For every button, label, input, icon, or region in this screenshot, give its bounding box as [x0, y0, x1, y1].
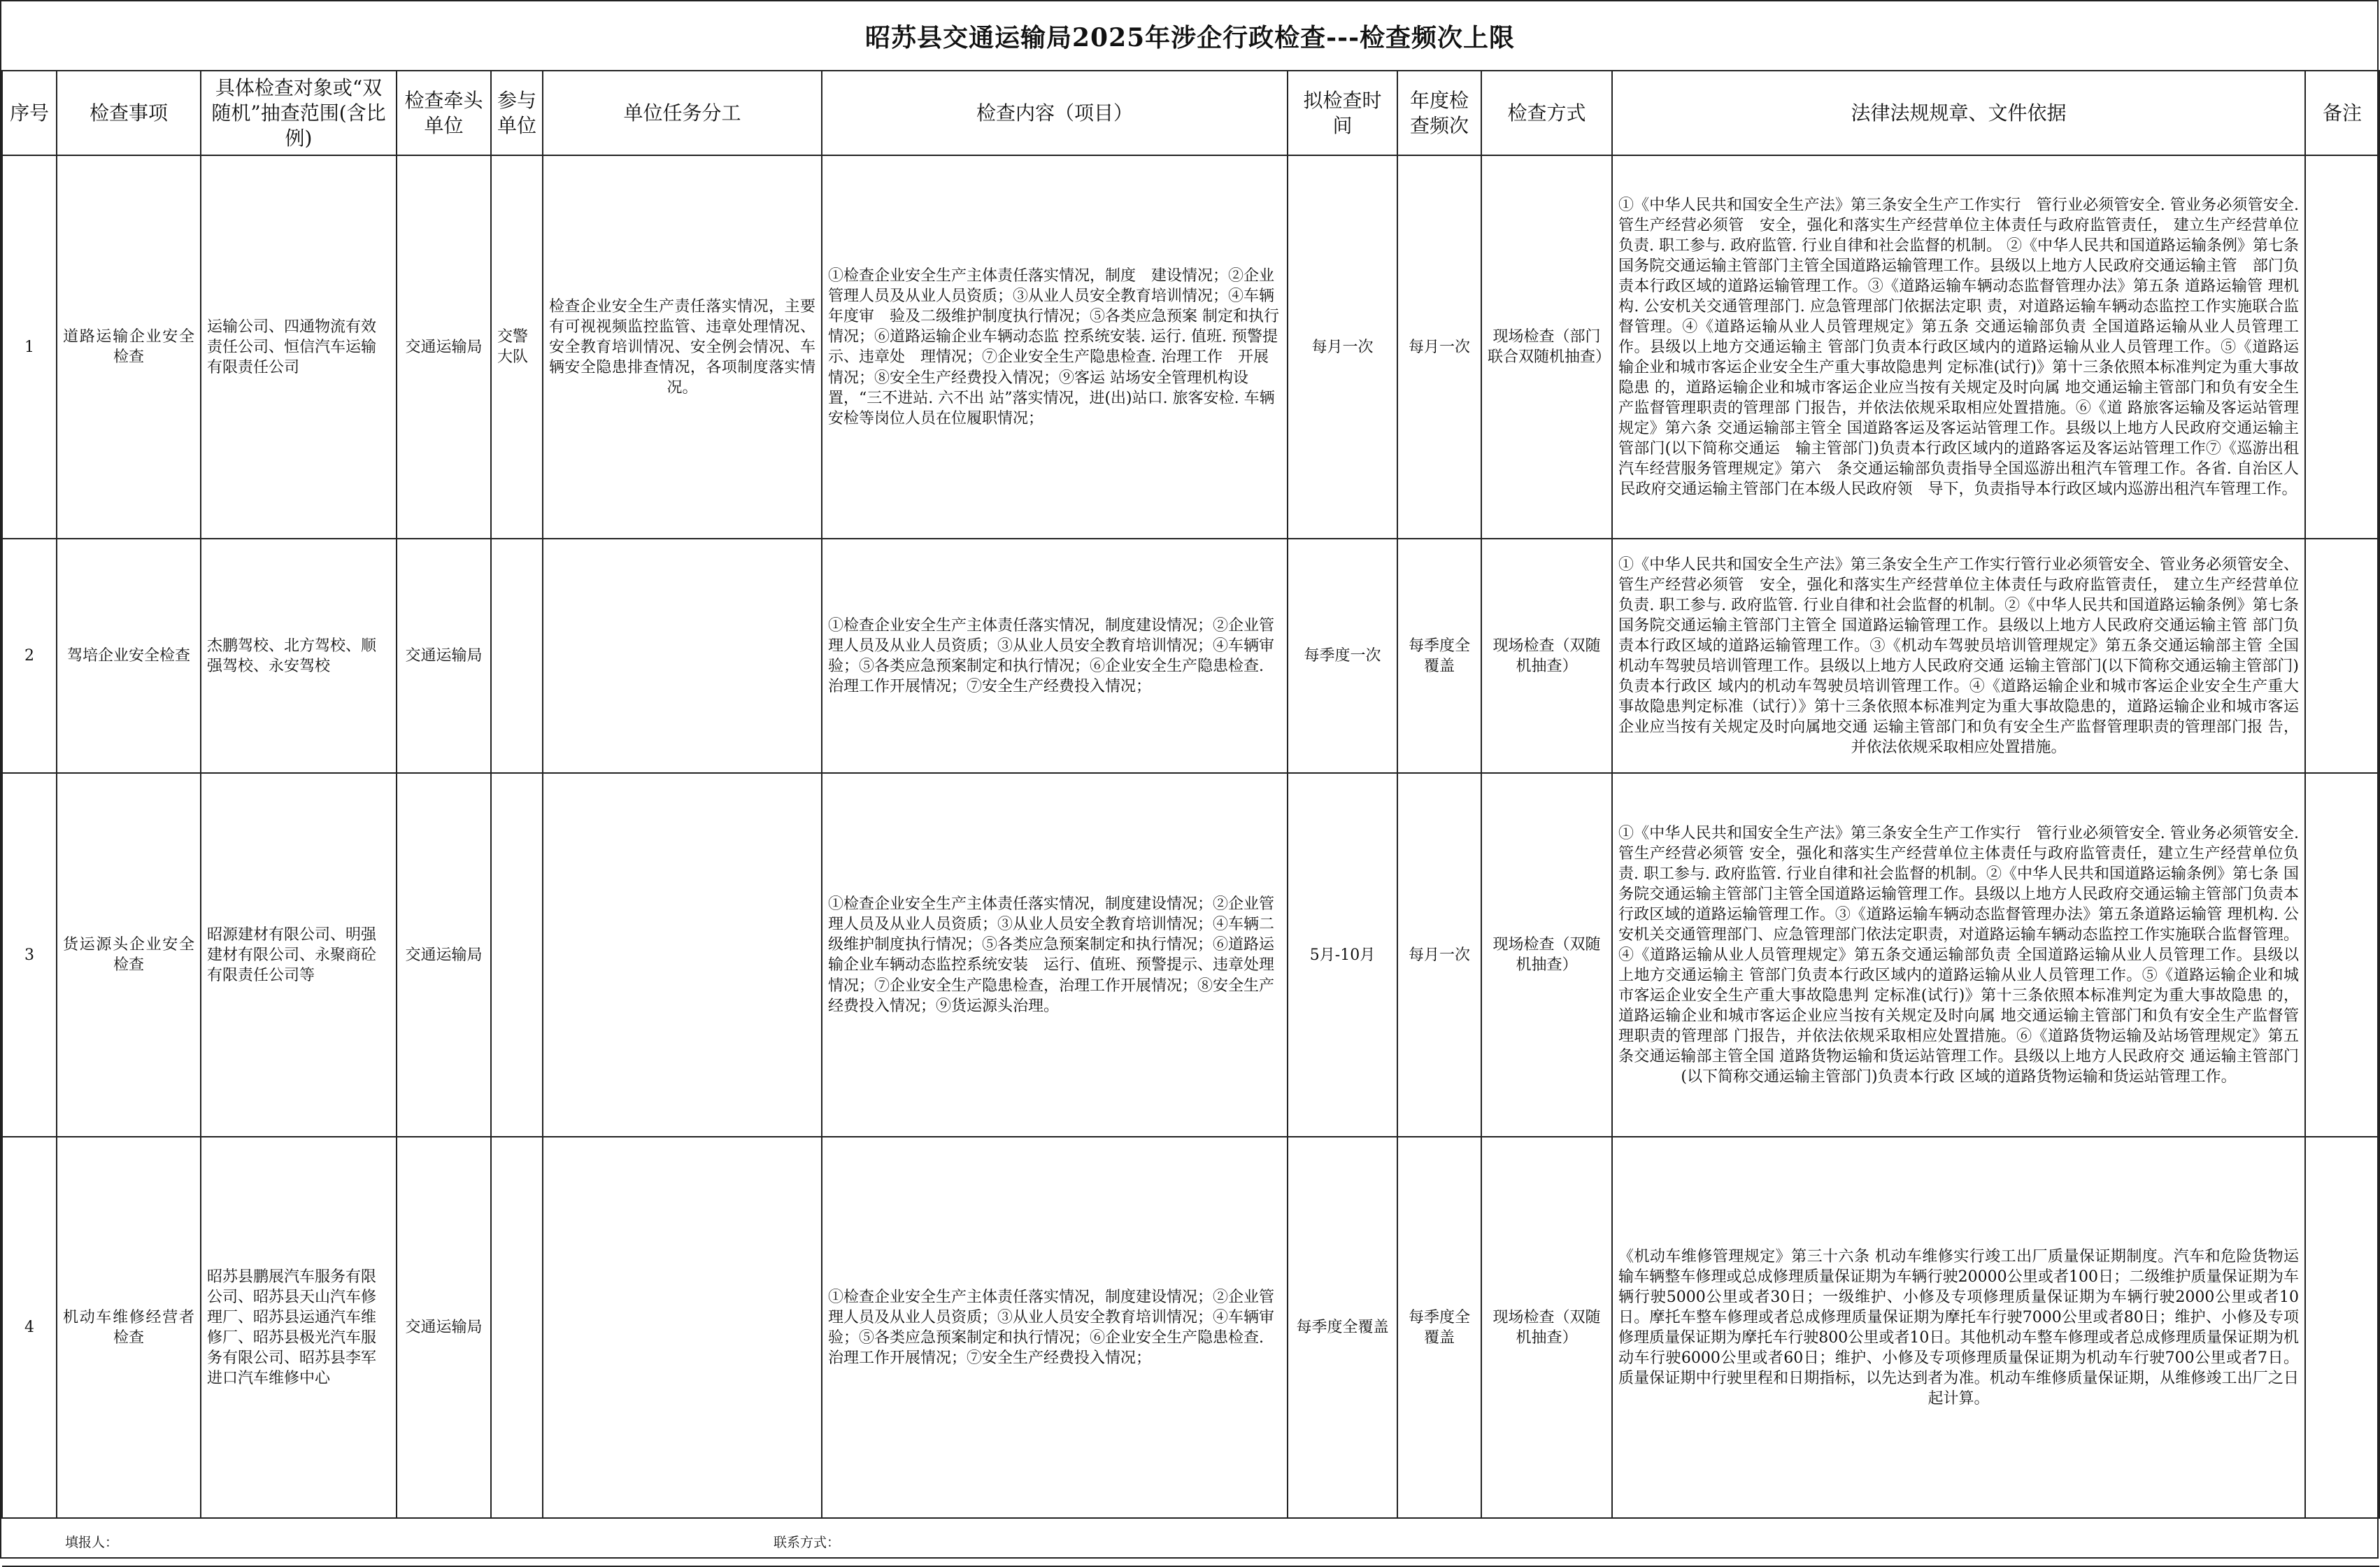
cell-remark: [2305, 539, 2379, 773]
cell-method: 现场检查（双随机抽查）: [1481, 1137, 1612, 1518]
header-remark: 备注: [2305, 71, 2379, 155]
cell-remark: [2305, 773, 2379, 1137]
cell-lead: 交通运输局: [397, 539, 491, 773]
table-row: [2, 773, 2379, 1137]
cell-remark: [2305, 155, 2379, 539]
header-lead: 检查牵头单位: [397, 71, 491, 155]
cell-item: 货运源头企业安全检查: [57, 773, 201, 1137]
cell-scope: 昭苏县鹏展汽车服务有限公司、昭苏县天山汽车修理厂、昭苏县运通汽车维修厂、昭苏县极光汽车服务有限公司、昭苏县李军进口汽车维修中心: [201, 1137, 397, 1518]
cell-scope: 昭源建材有限公司、明强建材有限公司、永聚商砼有限责任公司等: [201, 773, 397, 1137]
cell-no: 3: [2, 773, 57, 1137]
cell-division: 检查企业安全生产责任落实情况，主要有可视视频监控监管、违章处理情况、安全教育培训情况、安全例会情况、车辆安全隐患排查情况，各项制度落实情况。: [543, 155, 822, 539]
cell-participant: 交警大队: [491, 155, 543, 539]
cell-freq: 每季度全覆盖: [1397, 1137, 1481, 1518]
cell-time: 每季度一次: [1288, 539, 1397, 773]
cell-content: ①检查企业安全生产主体责任落实情况，制度 建设情况；②企业管理人员及从业人员资质；③从业人员安全教育培训情况；④车辆年度审 验及二级维护制度执行情况；⑤各类应急预案 制定和执行情况；⑥道路运输企业车辆动态监 控系统安装. 运行. 值班. 预警提示、违章处 理情况；⑦企业安全生产隐患检查. 治理工作 开展情况；⑧安全生产经费投入情况；⑨客运 站场安全管理机构设置，“三不进站. 六不出 站”落实情况，进(出)站口. 旅客安检. 车辆安检等岗位人员在位履职情况；: [822, 155, 1288, 539]
cell-item: 道路运输企业安全检查: [57, 155, 201, 539]
cell-time: 每月一次: [1288, 155, 1397, 539]
cell-participant: [491, 539, 543, 773]
cell-freq: 每季度全覆盖: [1397, 539, 1481, 773]
header-division: 单位任务分工: [543, 71, 822, 155]
filler-label: 填报人：: [65, 1534, 119, 1550]
cell-scope: 杰鹏驾校、北方驾校、顺强驾校、永安驾校: [201, 539, 397, 773]
cell-freq: 每月一次: [1397, 773, 1481, 1137]
cell-content: ①检查企业安全生产主体责任落实情况，制度建设情况；②企业管理人员及从业人员资质；③从业人员安全教育培训情况；④车辆审验；⑤各类应急预案制定和执行情况；⑥企业安全生产隐患检查. 治理工作开展情况；⑦安全生产经费投入情况；: [822, 1137, 1288, 1518]
cell-basis: ①《中华人民共和国安全生产法》第三条安全生产工作实行管行业必须管安全、管业务必须管安全、管生产经营必须管 安全，强化和落实生产经营单位主体责任与政府监管责任， 建立生产经营单位负责. 职工参与. 政府监管. 行业自律和社会监督的机制。②《中华人民共和国道路运输条例》第七条 国务院交通运输主管部门主管全 国道路运输管理工作。县级以上地方人民政府交通运输主管 部门负责本行政区域的道路运输管理工作。③《机动车驾驶员培训管理规定》第五条交通运输部主管 全国机动车驾驶员培训管理工作。县级以上地方人民政府交通 运输主管部门(以下简称交通运输主管部门)负责本行政区 域内的机动车驾驶员培训管理工作。④《道路运输企业和城市客运企业安全生产重大事故隐患判定标准（试行）》第十三条依照本标准判定为重大事故隐患的，道路运输企业和城市客运企业应当按有关规定及时向属地交通 运输主管部门和负有安全生产监督管理职责的管理部门报 告，并依法依规采取相应处置措施。: [1612, 539, 2305, 773]
cell-participant: [491, 773, 543, 1137]
footer-row: [2, 1518, 2379, 1566]
cell-basis: 《机动车维修管理规定》第三十六条 机动车维修实行竣工出厂质量保证期制度。汽车和危险货物运输车辆整车修理或总成修理质量保证期为车辆行驶20000公里或者100日；二级维护质量保证期为车辆行驶5000公里或者30日；一级维护、小修及专项修理质量保证期为车辆行驶2000公里或者10日。摩托车整车修理或者总成修理质量保证期为摩托车行驶7000公里或者80日；维护、小修及专项修理质量保证期为摩托车行驶800公里或者10日。其他机动车整车修理或者总成修理质量保证期为机动车行驶6000公里或者60日；维护、小修及专项修理质量保证期为机动车行驶700公里或者7日。质量保证期中行驶里程和日期指标，以先达到者为准。机动车维修质量保证期，从维修竣工出厂之日起计算。: [1612, 1137, 2305, 1518]
inspection-table: [1, 70, 2380, 1567]
table-header-row: [2, 71, 2379, 155]
cell-no: 2: [2, 539, 57, 773]
cell-item: 机动车维修经营者检查: [57, 1137, 201, 1518]
cell-content: ①检查企业安全生产主体责任落实情况，制度建设情况；②企业管理人员及从业人员资质；③从业人员安全教育培训情况；④车辆二级维护制度执行情况；⑤各类应急预案制定和执行情况；⑥道路运输企业车辆动态监控系统安装 运行、值班、预警提示、违章处理情况；⑦企业安全生产隐患检查，治理工作开展情况；⑧安全生产经费投入情况；⑨货运源头治理。: [822, 773, 1288, 1137]
table-row: [2, 1137, 2379, 1518]
cell-method: 现场检查（部门联合双随机抽查）: [1481, 155, 1612, 539]
cell-time: 每季度全覆盖: [1288, 1137, 1397, 1518]
cell-basis: ①《中华人民共和国安全生产法》第三条安全生产工作实行 管行业必须管安全. 管业务必须管安全. 管生产经营必须管 安全，强化和落实生产经营单位主体责任与政府监管责任，建立生产经营单位负责. 职工参与. 政府监管. 行业自律和社会监督的机制。②《中华人民共和国道路运输条例》第七条 国务院交通运输主管部门主管全国道路运输管理工作。县级以上地方人民政府交通运输主管部门负责本行政区域的道路运输管理工作。③《道路运输车辆动态监督管理办法》第五条道路运输管 理机构. 公安机关交通管理部门、应急管理部门依法定职责，对道路运输车辆动态监控工作实施联合监督管理。④《道路运输从业人员管理规定》第五条交通运输部负责 全国道路运输从业人员管理工作。县级以上地方交通运输主 管部门负责本行政区域内的道路运输从业人员管理工作。⑤《道路运输企业和城市客运企业安全生产重大事故隐患判 定标准(试行)》第十三条依照本标准判定为重大事故隐患 的，道路运输企业和城市客运企业应当按有关规定及时向属 地交通运输主管部门和负有安全生产监督管理职责的管理部 门报告，并依法依规采取相应处置措施。⑥《道路货物运输及站场管理规定》第五条交通运输部主管全国 道路货物运输和货运站管理工作。县级以上地方人民政府交 通运输主管部门(以下简称交通运输主管部门)负责本行政 区域的道路货物运输和货运站管理工作。: [1612, 773, 2305, 1137]
cell-lead: 交通运输局: [397, 773, 491, 1137]
header-no: 序号: [2, 71, 57, 155]
cell-lead: 交通运输局: [397, 1137, 491, 1518]
contact-label: 联系方式：: [774, 1534, 841, 1550]
cell-time: 5月-10月: [1288, 773, 1397, 1137]
header-participant: 参与单位: [491, 71, 543, 155]
cell-method: 现场检查（双随机抽查）: [1481, 539, 1612, 773]
cell-no: 4: [2, 1137, 57, 1518]
cell-freq: 每月一次: [1397, 155, 1481, 539]
cell-item: 驾培企业安全检查: [57, 539, 201, 773]
header-basis: 法律法规规章、文件依据: [1612, 71, 2305, 155]
table-row: [2, 539, 2379, 773]
cell-remark: [2305, 1137, 2379, 1518]
footer-cell: [2, 1518, 2379, 1566]
header-scope: 具体检查对象或“双随机”抽查范围(含比例): [201, 71, 397, 155]
page-title: 昭苏县交通运输局2025年涉企行政检查---检查频次上限: [1, 1, 2379, 71]
cell-division: [543, 539, 822, 773]
cell-basis: ①《中华人民共和国安全生产法》第三条安全生产工作实行 管行业必须管安全. 管业务必须管安全. 管生产经营必须管 安全，强化和落实生产经营单位主体责任与政府监管责任， 建立生产经营单位负责. 职工参与. 政府监管. 行业自律和社会监督的机制。 ②《中华人民共和国道路运输条例》第七条 国务院交通运输主管部门主管全国道路运输管理工作。县级以上地方人民政府交通运输主管 部门负责本行政区域的道路运输管理工作。③《道路运输车辆动态监督管理办法》第五条 道路运输管 理机构. 公安机关交通管理部门. 应急管理部门依据法定职 责，对道路运输车辆动态监控工作实施联合监督管理。④《道路运输从业人员管理规定》第五条 交通运输部负责 全国道路运输从业人员管理工作。县级以上地方交通运输主 管部门负责本行政区域内的道路运输从业人员管理工作。⑤《道路运输企业和城市客运企业安全生产重大事故隐患判 定标准(试行)》第十三条依照本标准判定为重大事故隐患 的，道路运输企业和城市客运企业应当按有关规定及时向属 地交通运输主管部门和负有安全生产监督管理职责的管理部 门报告，并依法依规采取相应处置措施。⑥《道 路旅客运输及客运站管理规定》第六条 交通运输部主管全 国道路客运及客运站管理工作。县级以上地方人民政府交通运输主管部门(以下简称交通运 输主管部门)负责本行政区域内的道路客运及客运站管理工作⑦《巡游出租汽车经营服务管理规定》第六 条交通运输部负责指导全国巡游出租汽车管理工作。各省. 自治区人民政府交通运输主管部门在本级人民政府领 导下，负责指导本行政区域内巡游出租汽车管理工作。: [1612, 155, 2305, 539]
header-item: 检查事项: [57, 71, 201, 155]
table-row: [2, 155, 2379, 539]
cell-content: ①检查企业安全生产主体责任落实情况，制度建设情况；②企业管理人员及从业人员资质；③从业人员安全教育培训情况；④车辆审验；⑤各类应急预案制定和执行情况；⑥企业安全生产隐患检查. 治理工作开展情况；⑦安全生产经费投入情况；: [822, 539, 1288, 773]
header-freq: 年度检查频次: [1397, 71, 1481, 155]
cell-method: 现场检查（双随机抽查）: [1481, 773, 1612, 1137]
cell-participant: [491, 1137, 543, 1518]
header-content: 检查内容（项目）: [822, 71, 1288, 155]
cell-no: 1: [2, 155, 57, 539]
header-method: 检查方式: [1481, 71, 1612, 155]
header-time: 拟检查时间: [1288, 71, 1397, 155]
cell-division: [543, 1137, 822, 1518]
cell-lead: 交通运输局: [397, 155, 491, 539]
cell-scope: 运输公司、四通物流有效责任公司、恒信汽车运输有限责任公司: [201, 155, 397, 539]
cell-division: [543, 773, 822, 1137]
